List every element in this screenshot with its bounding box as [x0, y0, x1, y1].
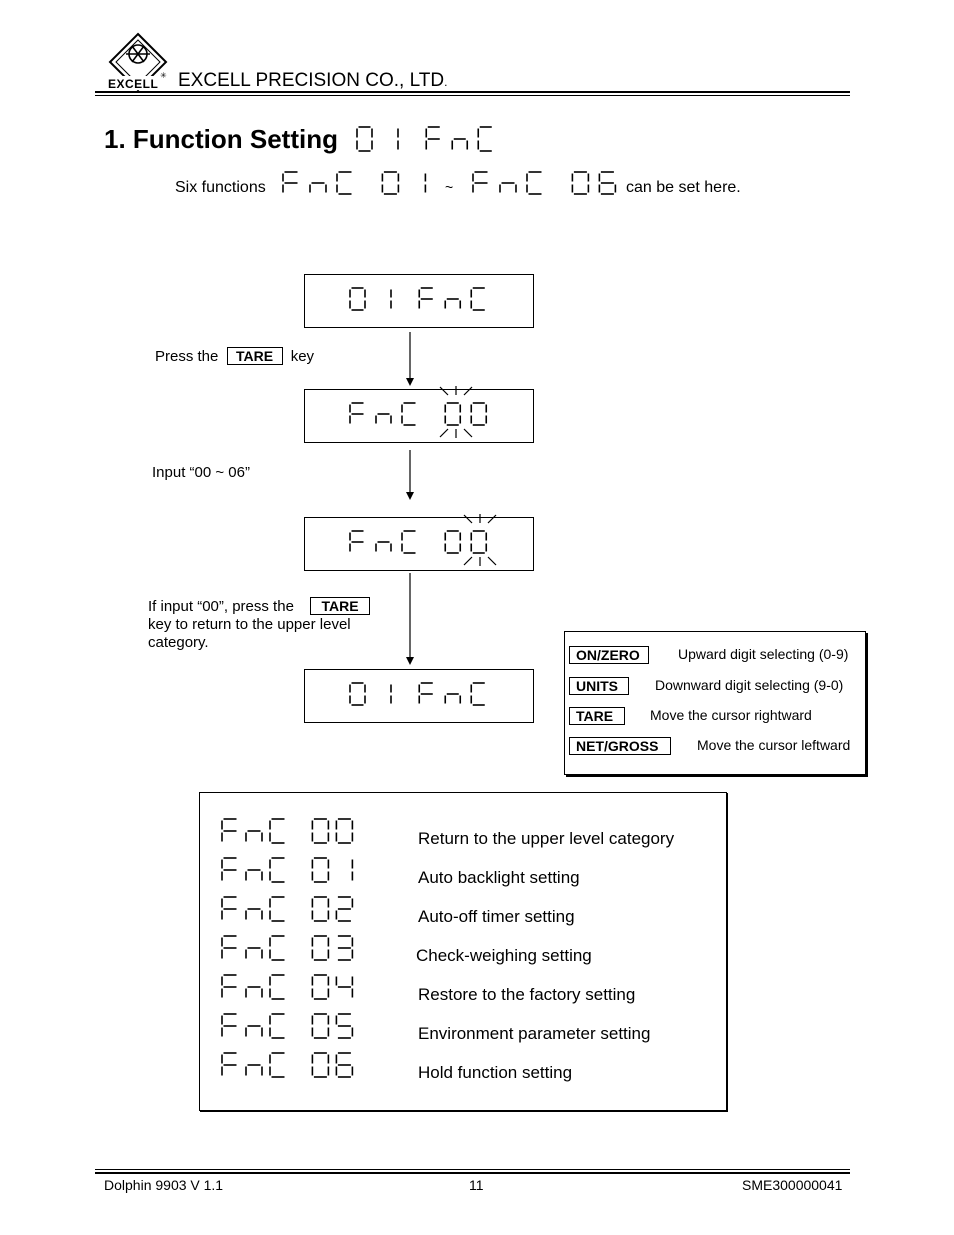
- header-rule: [95, 91, 850, 93]
- flow-step-3-line3: category.: [148, 634, 209, 651]
- legend-key-badge: NET/GROSS: [569, 737, 671, 755]
- tare-key-badge: TARE: [310, 597, 370, 615]
- footer-rule: [95, 1172, 850, 1174]
- function-description: Hold function setting: [418, 1063, 573, 1082]
- company-name-period: .: [444, 75, 448, 89]
- key-legend-box: [564, 631, 866, 775]
- company-name-text: EXCELL PRECISION CO., LTD: [178, 70, 445, 91]
- company-name: [178, 70, 447, 92]
- legend-key-badge: UNITS: [569, 677, 629, 695]
- flow-step-1-prefix: Press the: [155, 348, 219, 365]
- blink-indicator-icon: [436, 385, 476, 441]
- legend-key-description: Move the cursor leftward: [697, 737, 851, 753]
- tare-key-badge: TARE: [227, 347, 283, 365]
- function-description: Auto backlight setting: [418, 868, 580, 887]
- logo-wordmark: EXCELL: [108, 77, 159, 91]
- flow-step-3: [148, 597, 370, 652]
- header-rule-thin: [95, 95, 850, 96]
- footer-rule-thin: [95, 1169, 850, 1170]
- lcd-display-2: [304, 389, 534, 443]
- flow-step-1-suffix: key: [290, 348, 315, 365]
- footer-doc-version: Dolphin 9903 V 1.1: [104, 1177, 224, 1193]
- flow-step-3-line1: [148, 597, 370, 616]
- legend-key-description: Downward digit selecting (9-0): [655, 677, 844, 693]
- blink-indicator-icon: [460, 513, 500, 569]
- legend-key-badge: ON/ZERO: [569, 646, 649, 664]
- flow-arrow-2: [402, 450, 418, 502]
- flow-arrow-1: [402, 332, 418, 388]
- flow-arrow-3: [402, 573, 418, 667]
- title-display-code: [356, 126, 495, 157]
- function-description: Restore to the factory setting: [418, 985, 636, 1004]
- flow-step-2: Input “00 ~ 06”: [152, 464, 250, 481]
- function-code-display: [221, 857, 354, 888]
- page-title: [104, 124, 338, 155]
- intro-separator: ~: [445, 179, 454, 195]
- intro-code-from: [282, 171, 427, 200]
- logo-mark: ✳: [160, 71, 167, 80]
- intro-suffix: can be set here.: [626, 179, 741, 196]
- function-code-display: [221, 974, 354, 1005]
- function-code-display: [221, 935, 354, 966]
- lcd-display-1-text: [349, 287, 488, 316]
- page-title-text: 1. Function Setting: [104, 124, 338, 154]
- lcd-display-1: [304, 274, 534, 328]
- flow-step-3-line2: key to return to the upper level: [148, 616, 351, 633]
- function-code-display: [221, 818, 354, 849]
- legend-key-description: Upward digit selecting (0-9): [678, 646, 849, 662]
- flow-step-3-prefix: If input “00”, press the: [148, 598, 294, 615]
- flow-step-1: [155, 347, 314, 365]
- legend-key-description: Move the cursor rightward: [650, 707, 812, 723]
- lcd-display-4: [304, 669, 534, 723]
- function-description: Environment parameter setting: [418, 1024, 651, 1043]
- function-description: Check-weighing setting: [416, 946, 592, 965]
- function-code-display: [221, 1013, 354, 1044]
- function-code-display: [221, 896, 354, 927]
- footer-doc-code: SME300000041: [742, 1177, 843, 1193]
- lcd-display-4-text: [349, 682, 488, 711]
- function-code-display: [221, 1052, 354, 1083]
- legend-key-badge: TARE: [569, 707, 625, 725]
- function-description: Return to the upper level category: [418, 829, 675, 848]
- intro-prefix: Six functions: [175, 179, 266, 196]
- footer-page-number: 11: [469, 1177, 484, 1193]
- function-description: Auto-off timer setting: [418, 907, 575, 926]
- intro-code-to: [472, 171, 617, 200]
